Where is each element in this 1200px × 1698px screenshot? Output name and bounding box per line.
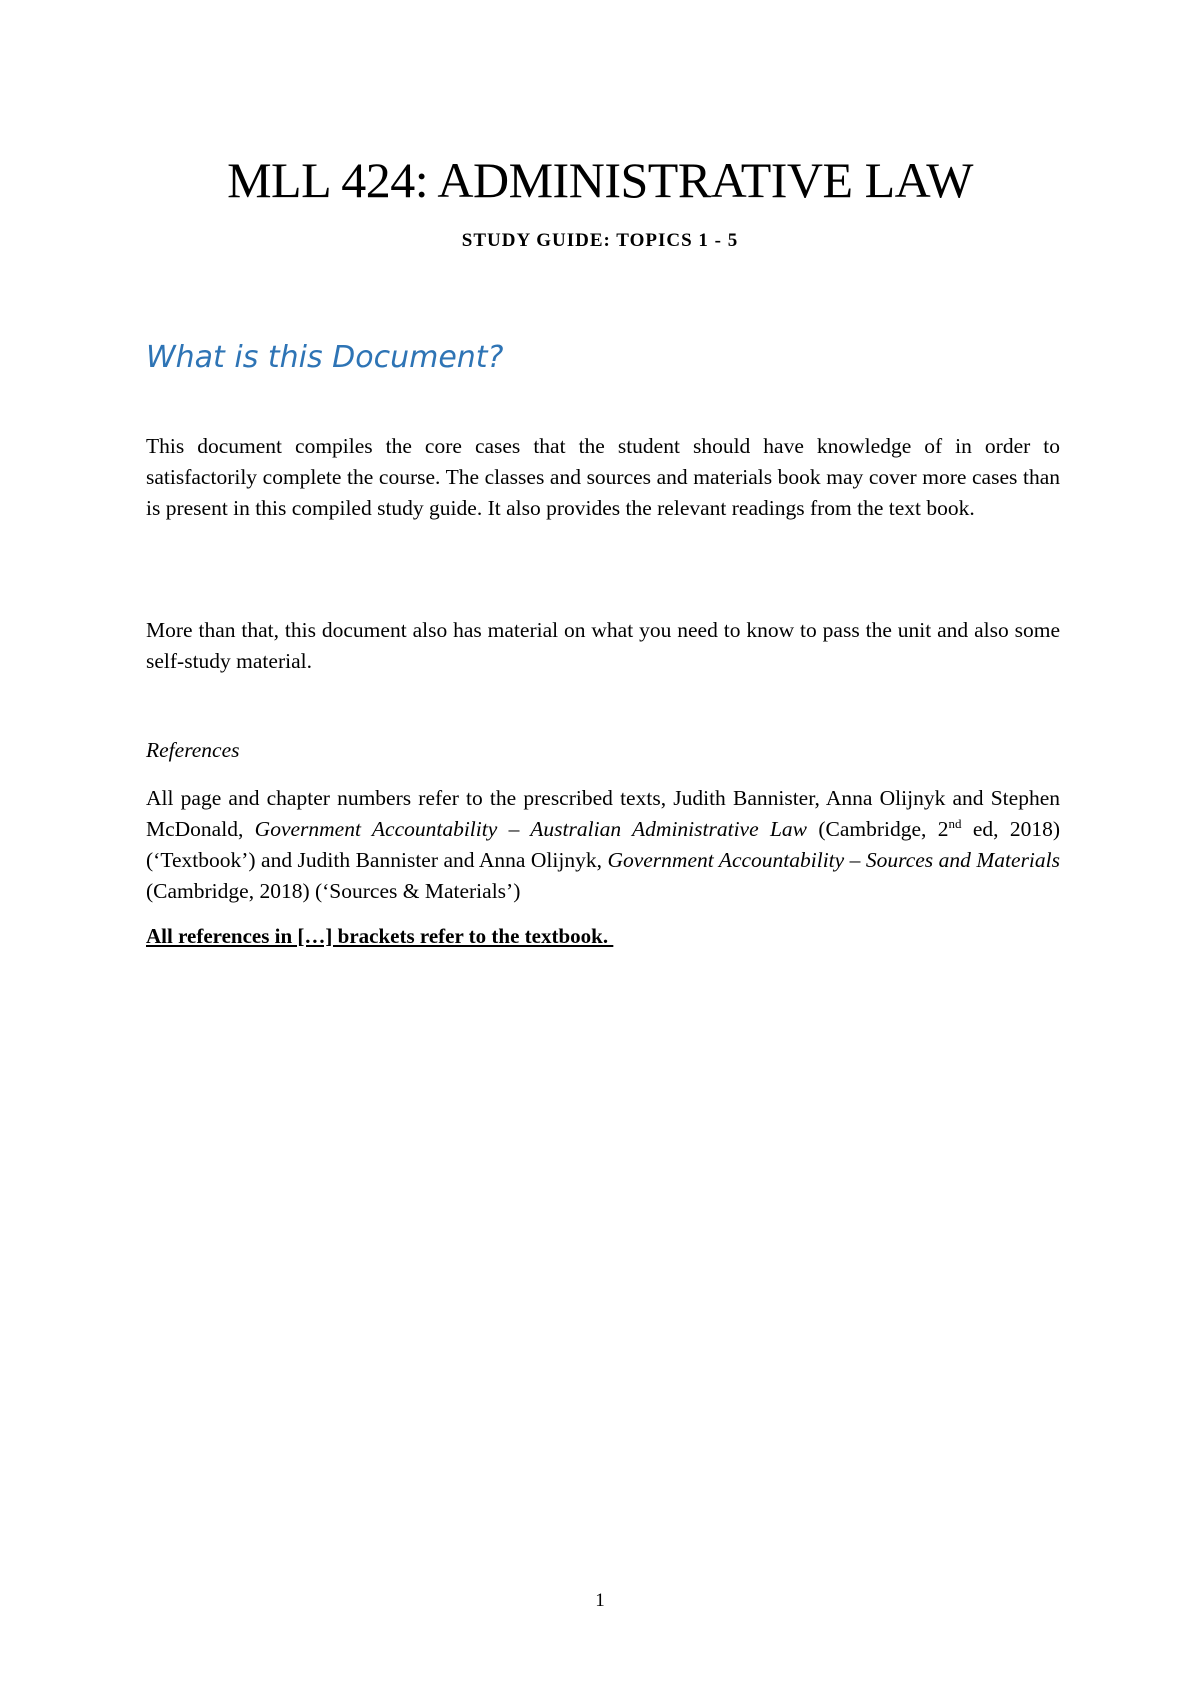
section-heading: What is this Document? xyxy=(146,340,504,375)
page-number: 1 xyxy=(595,1590,605,1611)
edition-superscript: nd xyxy=(948,815,962,831)
sources-materials-title: Government Accountability – Sources and Materials xyxy=(607,848,1060,872)
references-intro: All page and chapter numbers refer to the prescribed texts, Judith Bannister, Anna Olijnyk and Stephen McDonald, xyxy=(146,786,1060,841)
references-paragraph xyxy=(146,783,1060,907)
document-title: MLL 424: ADMINISTRATIVE LAW xyxy=(227,152,973,208)
textbook-title: Government Accountability – Australian Administrative Law xyxy=(254,817,808,841)
textbook-details-pre: (Cambridge, 2 xyxy=(807,817,949,841)
references-heading: References xyxy=(146,738,240,762)
second-paragraph: More than that, this document also has material on what you need to know to pass the unit and also some self-study material. xyxy=(146,618,1060,673)
document-subtitle: STUDY GUIDE: TOPICS 1 - 5 xyxy=(461,230,739,251)
textbook-details-post: ed, 2018) (‘Textbook’) and Judith Bannister and Anna Olijnyk, xyxy=(146,817,1061,872)
bracket-note: All references in […] brackets refer to the textbook. xyxy=(146,924,614,948)
sources-materials-details: (Cambridge, 2018) (‘Sources & Materials’) xyxy=(146,879,521,903)
intro-paragraph: This document compiles the core cases that the student should have knowledge of in order to satisfactorily complete the course. The classes and sources and materials book may cover more cases than is present in this compiled study guide. It also provides the relevant readings from the text book. xyxy=(146,434,1060,520)
